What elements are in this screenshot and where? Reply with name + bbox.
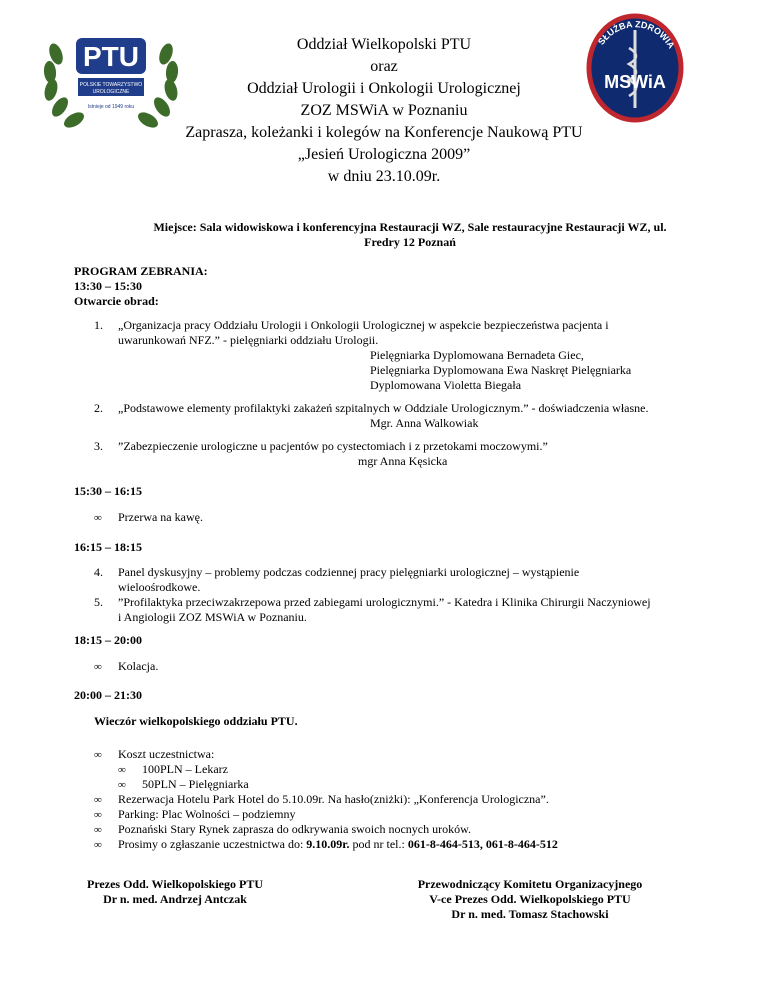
svg-text:SŁUŻBA ZDROWIA: SŁUŻBA ZDROWIA bbox=[596, 19, 677, 51]
parking-info: Parking: Plac Wolności – podziemny bbox=[118, 807, 296, 821]
svg-text:MSWiA: MSWiA bbox=[604, 72, 666, 92]
venue bbox=[90, 220, 730, 250]
infinity-bullet-icon: ∞ bbox=[94, 661, 102, 673]
cost-label: Koszt uczestnictwa: bbox=[118, 747, 215, 761]
list-item bbox=[94, 565, 714, 595]
speaker: mgr Anna Kęsicka bbox=[358, 454, 448, 468]
opening-label: Otwarcie obrad: bbox=[74, 294, 159, 308]
list-item bbox=[94, 595, 714, 625]
speaker: Mgr. Anna Walkowiak bbox=[370, 416, 479, 430]
item-number: 5. bbox=[94, 595, 103, 609]
header-line: Oddział Urologii i Onkologii Urologicznej bbox=[247, 80, 521, 97]
infinity-bullet-icon: ∞ bbox=[118, 764, 126, 776]
item-number: 2. bbox=[94, 401, 103, 415]
speaker: Dyplomowana Violetta Biegała bbox=[370, 378, 522, 392]
invitation-header bbox=[130, 34, 638, 188]
item-text: ”Profilaktyka przeciwzakrzepowa przed zabiegami urologicznymi.” - Katedra i Klinika Chirurgii Naczyniowej bbox=[118, 595, 651, 609]
header-line: „Jesień Urologiczna 2009” bbox=[297, 146, 471, 163]
header-line: Zaprasza, koleżanki i kolegów na Konferencje Naukową PTU bbox=[185, 124, 583, 141]
time-slot: 15:30 – 16:15 bbox=[74, 484, 142, 498]
program-title: PROGRAM ZEBRANIA: bbox=[74, 264, 208, 278]
venue-line: Fredry 12 Poznań bbox=[364, 235, 456, 249]
cost-nurse: 50PLN – Pielęgniarka bbox=[142, 777, 249, 791]
item-number: 3. bbox=[94, 439, 103, 453]
cost-doctor: 100PLN – Lekarz bbox=[142, 762, 228, 776]
item-number: 4. bbox=[94, 565, 103, 579]
apply-info: Prosimy o zgłaszanie uczestnictwa do: 9.10.09r. pod nr tel.: 061-8-464-513, 061-8-464-512 bbox=[118, 837, 558, 851]
time-slot: 16:15 – 18:15 bbox=[74, 540, 142, 554]
time-slot: 20:00 – 21:30 bbox=[74, 688, 142, 702]
break-item: ∞ Przerwa na kawę. bbox=[94, 510, 203, 524]
evening-title: Wieczór wielkopolskiego oddziału PTU. bbox=[94, 714, 298, 728]
infinity-bullet-icon: ∞ bbox=[94, 749, 102, 761]
infinity-bullet-icon: ∞ bbox=[94, 809, 102, 821]
item-text: „Podstawowe elementy profilaktyki zakażeń szpitalnych w Oddziale Urologicznym.” - doświadczenia własne. bbox=[118, 401, 649, 415]
time-slot: 13:30 – 15:30 bbox=[74, 279, 142, 293]
dinner-item: ∞ Kolacja. bbox=[94, 659, 159, 673]
infinity-bullet-icon: ∞ bbox=[118, 779, 126, 791]
time-slot: 18:15 – 20:00 bbox=[74, 633, 142, 647]
speaker: Pielęgniarka Dyplomowana Bernadeta Giec, bbox=[370, 348, 584, 362]
venue-line: Miejsce: Sala widowiskowa i konferencyjna Restauracji WZ, Sale restauracyjne Restauracji WZ, ul. bbox=[153, 220, 667, 234]
list-item bbox=[94, 439, 714, 469]
signature-right: Przewodniczący Komitetu Organizacyjnego V-ce Prezes Odd. Wielkopolskiego PTU Dr n. med. Tomasz Stachowski bbox=[417, 877, 643, 921]
header-line: w dniu 23.10.09r. bbox=[327, 168, 441, 185]
infinity-bullet-icon: ∞ bbox=[94, 794, 102, 806]
item-text: „Organizacja pracy Oddziału Urologii i Onkologii Urologicznej w aspekcie bezpieczeństwa pacjenta i bbox=[118, 318, 609, 332]
item-text: uwarunkowań NFZ.” - pielęgniarki oddziału Urologii. bbox=[118, 333, 379, 347]
header-line: Oddział Wielkopolski PTU bbox=[296, 36, 472, 53]
list-item bbox=[94, 318, 714, 393]
header-line: ZOZ MSWiA w Poznaniu bbox=[300, 102, 468, 119]
item-text: Panel dyskusyjny – problemy podczas codziennej pracy pielęgniarki urologicznej – wystąpienie bbox=[118, 565, 580, 579]
speaker: Pielęgniarka Dyplomowana Ewa Naskręt Pielęgniarka bbox=[370, 363, 632, 377]
info-list bbox=[94, 747, 734, 852]
infinity-bullet-icon: ∞ bbox=[94, 824, 102, 836]
infinity-bullet-icon: ∞ bbox=[94, 512, 102, 524]
svg-text:Istnieje od 1949 roku: Istnieje od 1949 roku bbox=[87, 104, 135, 110]
market-info: Poznański Stary Rynek zaprasza do odkrywania swoich nocnych uroków. bbox=[118, 822, 471, 836]
header-line: oraz bbox=[370, 58, 398, 75]
svg-text:PTU: PTU bbox=[83, 41, 139, 72]
signature-left: Prezes Odd. Wielkopolskiego PTU Dr n. med. Andrzej Antczak bbox=[86, 877, 263, 906]
item-text: i Angiologii ZOZ MSWiA w Poznaniu. bbox=[118, 610, 307, 624]
svg-text:POLSKIE TOWARZYSTWO: POLSKIE TOWARZYSTWO bbox=[79, 82, 143, 88]
item-text: ”Zabezpieczenie urologiczne u pacjentów po cystectomiach i z przetokami moczowymi.” bbox=[118, 439, 548, 453]
item-number: 1. bbox=[94, 318, 103, 332]
hotel-info: Rezerwacja Hotelu Park Hotel do 5.10.09r. Na hasło(zniżki): „Konferencja Urologiczna”. bbox=[118, 792, 549, 806]
item-text: wieloośrodkowe. bbox=[118, 580, 201, 594]
list-item bbox=[94, 401, 714, 431]
infinity-bullet-icon: ∞ bbox=[94, 839, 102, 851]
svg-text:UROLOGICZNE: UROLOGICZNE bbox=[92, 89, 130, 95]
